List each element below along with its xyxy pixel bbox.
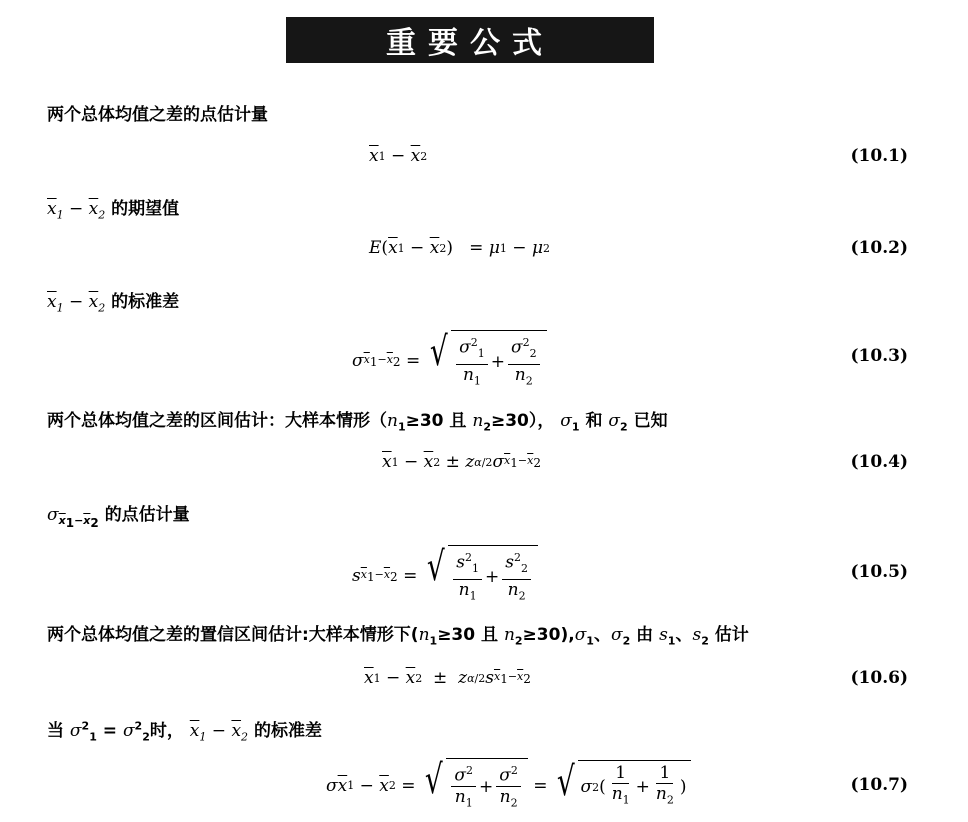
formula-10-5: s $\overline{x}_1-\overline{x}_2$ = √ $\frac{s^2_1}{n_1}$ + $\frac{s^2_2}{n_2}$ [352,545,538,606]
page-title: 重要公式 [386,26,554,61]
title-banner [286,17,654,63]
formula-10-2: E ( $\overline{x}$ 1 − $\overline{x}$ 2 ) = μ 1 − μ 2 [369,238,550,258]
formula-10-6: $\overline{x}$ 1 − $\overline{x}$ 2 ± z α/2 s $\overline{x}_1-\overline{x}_2$ [364,668,531,688]
heading-expected-value: $\overline{x}_1 - \overline{x}_2$ 的期望值 [47,199,180,222]
formula-10-4: $\overline{x}$ 1 − $\overline{x}$ 2 ± z α/2 σ $\overline{x}_1-\overline{x}_2$ [382,452,541,472]
equation-number-10-2: (10.2) [850,238,908,258]
equation-number-10-3: (10.3) [850,346,908,366]
equation-number-10-1: (10.1) [850,146,908,166]
heading-interval-estimate: 两个总体均值之差的区间估计：大样本情形（$n_1\ge 30$ 且 $n_2\ge 30$）， $\sigma_1$ 和 $\sigma_2$ 已知 [47,411,668,434]
heading-equal-variance: 当 $\sigma^2_1 = \sigma^2_2$时， $\overline{x}_1 - \overline{x}_2$ 的标准差 [47,719,322,744]
formula-10-3: σ $\overline{x}_1-\overline{x}_2$ = √ $\frac{\sigma^2_1}{n_1}$ + $\frac{\sigma^2_2}{n_2}$ [352,330,547,391]
equation-number-10-6: (10.6) [850,668,908,688]
formula-10-1: $\overline{x}$ 1 − $\overline{x}$ 2 [369,146,428,166]
heading-point-estimator: 两个总体均值之差的点估计量 [47,105,268,125]
heading-point-estimator-sigma: $\sigma_{\overline{x}_1-\overline{x}_2}$ 的点估计量 [47,505,190,531]
formula-10-7: σ $\overline{x}$ 1 − $\overline{x}$ 2 = √ $\frac{\sigma^2}{n_1}$ + $\frac{\sigma^2}{n_2}$ = √ σ 2 ( $\frac{1}{n_1}$ + $\frac{1}{n_2}$ ) [326,758,691,813]
equation-number-10-7: (10.7) [850,775,908,795]
heading-standard-deviation: $\overline{x}_1 - \overline{x}_2$ 的标准差 [47,292,180,315]
equation-number-10-4: (10.4) [850,452,908,472]
heading-confidence-interval: 两个总体均值之差的置信区间估计:大样本情形下($n_1\ge 30$ 且 $n_2\ge 30),\sigma_1$、$\sigma_2$ 由 $s_1$、$s_2$ 估计 [47,625,749,648]
equation-number-10-5: (10.5) [850,562,908,582]
